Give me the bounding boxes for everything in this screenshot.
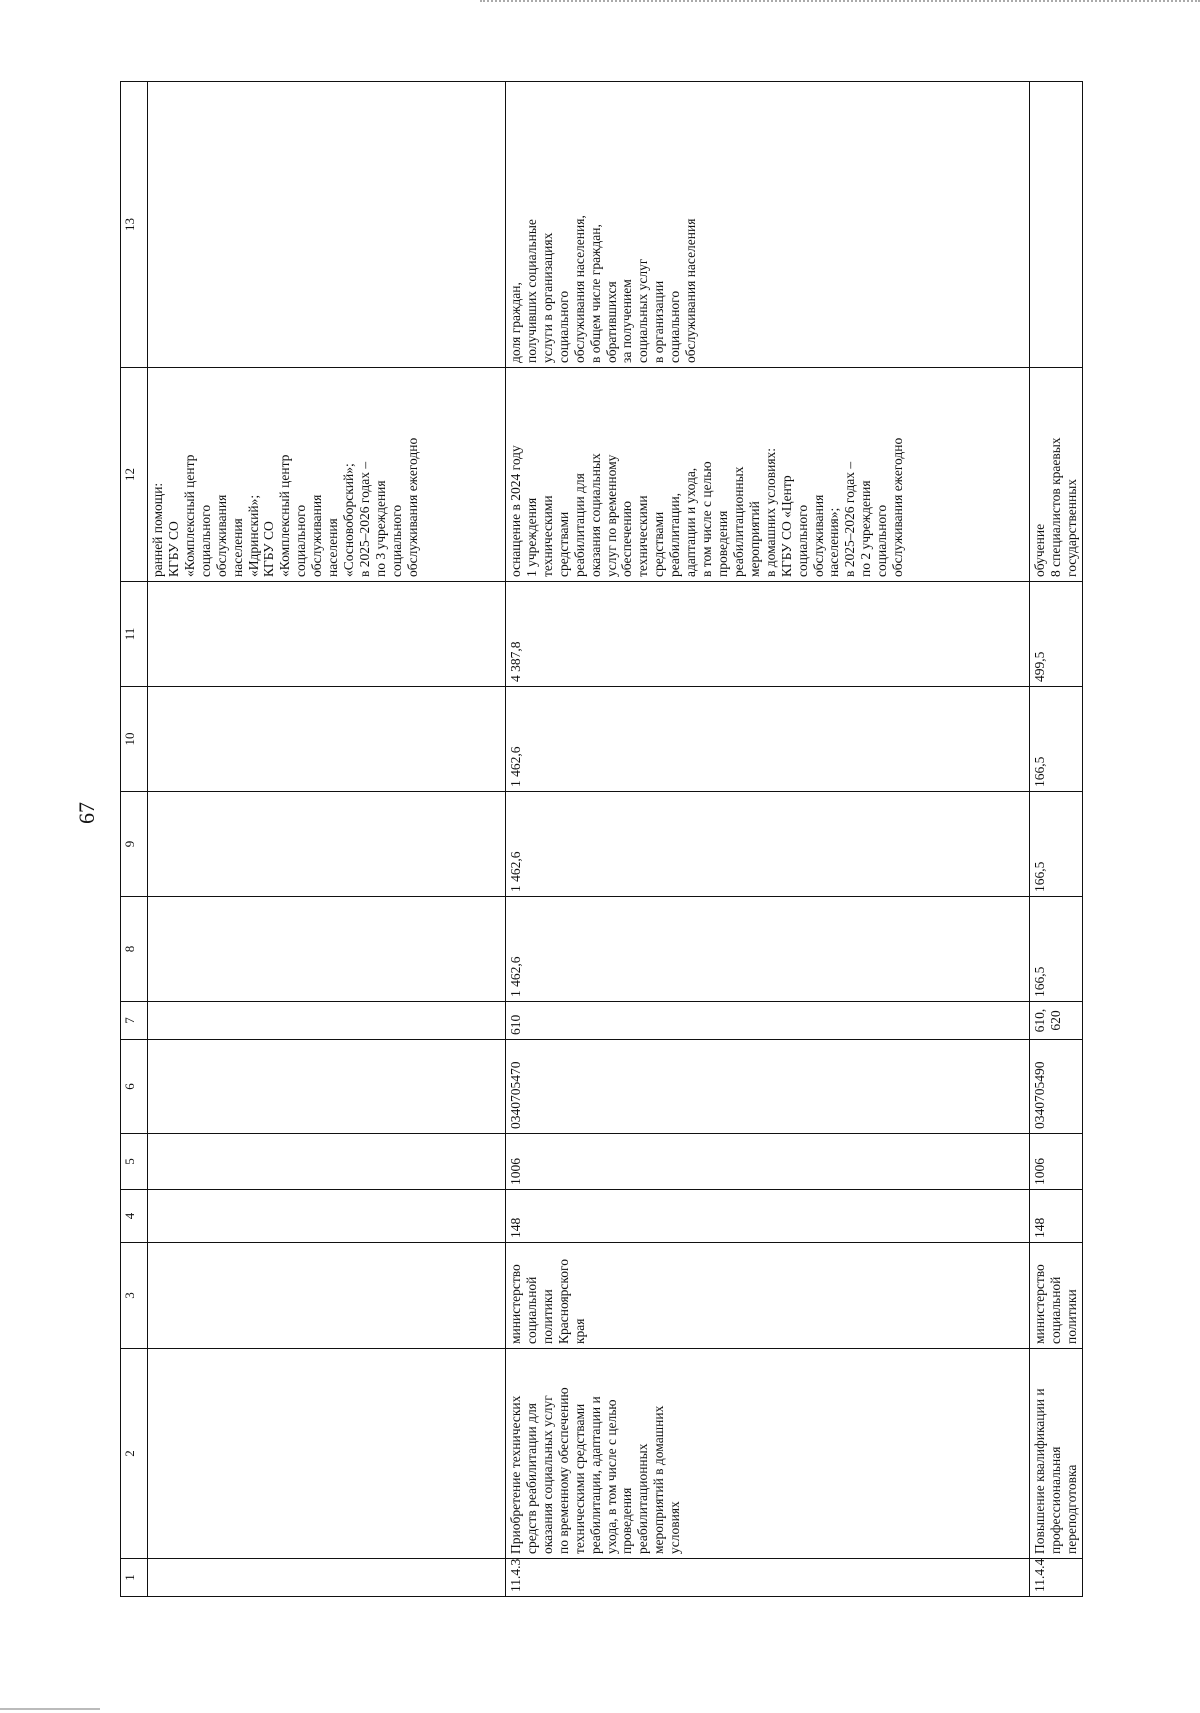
cell-rzpr bbox=[148, 1134, 506, 1190]
cell-number: 11.4.3 bbox=[506, 1559, 1030, 1597]
col-header-2: 2 bbox=[121, 1349, 148, 1559]
cell-number bbox=[148, 1559, 506, 1597]
cell-year-1: 1 462,6 bbox=[506, 897, 1030, 1002]
table-row-11-4-3 bbox=[506, 82, 1030, 1597]
col-header-7: 7 bbox=[121, 1002, 148, 1040]
cell-executor bbox=[148, 1243, 506, 1349]
program-activities-table bbox=[120, 81, 1083, 1597]
cell-executor: министерство социальной политики Красноярского края bbox=[506, 1243, 1030, 1349]
cell-year-3: 166,5 bbox=[1030, 687, 1083, 792]
cell-grbs: 148 bbox=[506, 1190, 1030, 1243]
cell-indicator: доля граждан, получивших социальные услуги в организациях социального обслуживания населения, в общем числе граждан, обратившихся за получением социальных услуг в организации социального обслуживания населения bbox=[506, 82, 1030, 368]
col-header-11: 11 bbox=[121, 582, 148, 687]
cell-year-1 bbox=[148, 897, 506, 1002]
cell-csr: 0340705490 bbox=[1030, 1040, 1083, 1134]
rotated-table-container bbox=[120, 82, 1078, 1597]
table-row-continuation bbox=[148, 82, 506, 1597]
cell-expected-result: ранней помощи: КГБУ СО «Комплексный центр социального обслуживания населения «Идринский»; КГБУ СО «Комплексный центр социального обслуживания населения «Сосновоборский»; в 2025–2026 годах – по 3 учреждения социального обслуживания ежегодно bbox=[148, 368, 506, 582]
col-header-8: 8 bbox=[121, 897, 148, 1002]
col-header-5: 5 bbox=[121, 1134, 148, 1190]
cell-executor: министерство социальной политики bbox=[1030, 1243, 1083, 1349]
scan-edge-bottom bbox=[0, 1708, 100, 1713]
cell-number: 11.4.4 bbox=[1030, 1559, 1083, 1597]
cell-csr bbox=[148, 1040, 506, 1134]
col-header-4: 4 bbox=[121, 1190, 148, 1243]
cell-activity: Приобретение технических средств реабилитации для оказания социальных услуг по временному обеспечению техническими средствами реабилитации, адаптации и ухода, в том числе с целью проведения реабилитационных мероприятий в домашних условиях bbox=[506, 1349, 1030, 1559]
col-header-13: 13 bbox=[121, 82, 148, 368]
cell-year-3 bbox=[148, 687, 506, 792]
cell-total: 499,5 bbox=[1030, 582, 1083, 687]
cell-expected-result: обучение 8 специалистов краевых государственных bbox=[1030, 368, 1083, 582]
col-header-3: 3 bbox=[121, 1243, 148, 1349]
col-header-12: 12 bbox=[121, 368, 148, 582]
cell-activity bbox=[148, 1349, 506, 1559]
col-header-6: 6 bbox=[121, 1040, 148, 1134]
cell-year-2: 1 462,6 bbox=[506, 792, 1030, 897]
col-header-1: 1 bbox=[121, 1559, 148, 1597]
cell-grbs bbox=[148, 1190, 506, 1243]
cell-year-2 bbox=[148, 792, 506, 897]
cell-activity: Повышение квалификации и профессиональная переподготовка bbox=[1030, 1349, 1083, 1559]
cell-indicator bbox=[148, 82, 506, 368]
cell-grbs: 148 bbox=[1030, 1190, 1083, 1243]
cell-year-2: 166,5 bbox=[1030, 792, 1083, 897]
col-header-9: 9 bbox=[121, 792, 148, 897]
cell-total bbox=[148, 582, 506, 687]
table-row-11-4-4 bbox=[1030, 82, 1083, 1597]
col-header-10: 10 bbox=[121, 687, 148, 792]
page-number: 67 bbox=[74, 802, 99, 824]
cell-year-1: 166,5 bbox=[1030, 897, 1083, 1002]
cell-rzpr: 1006 bbox=[1030, 1134, 1083, 1190]
cell-vr: 610 bbox=[506, 1002, 1030, 1040]
cell-rzpr: 1006 bbox=[506, 1134, 1030, 1190]
cell-csr: 0340705470 bbox=[506, 1040, 1030, 1134]
cell-vr: 610, 620 bbox=[1030, 1002, 1083, 1040]
column-number-row bbox=[121, 82, 148, 1597]
cell-indicator bbox=[1030, 82, 1083, 368]
scan-edge-top bbox=[480, 0, 1200, 5]
cell-vr bbox=[148, 1002, 506, 1040]
cell-expected-result: оснащение в 2024 году 1 учреждения техническими средствами реабилитации для оказания социальных услуг по временному обеспечению техническими средствами реабилитации, адаптации и ухода, в том числе с целью проведения реабилитационных мероприятий в домашних условиях: КГБУ СО «Центр социального обслуживания населения»; в 2025–2026 годах – по 2 учреждения социального обслуживания ежегодно bbox=[506, 368, 1030, 582]
cell-total: 4 387,8 bbox=[506, 582, 1030, 687]
cell-year-3: 1 462,6 bbox=[506, 687, 1030, 792]
